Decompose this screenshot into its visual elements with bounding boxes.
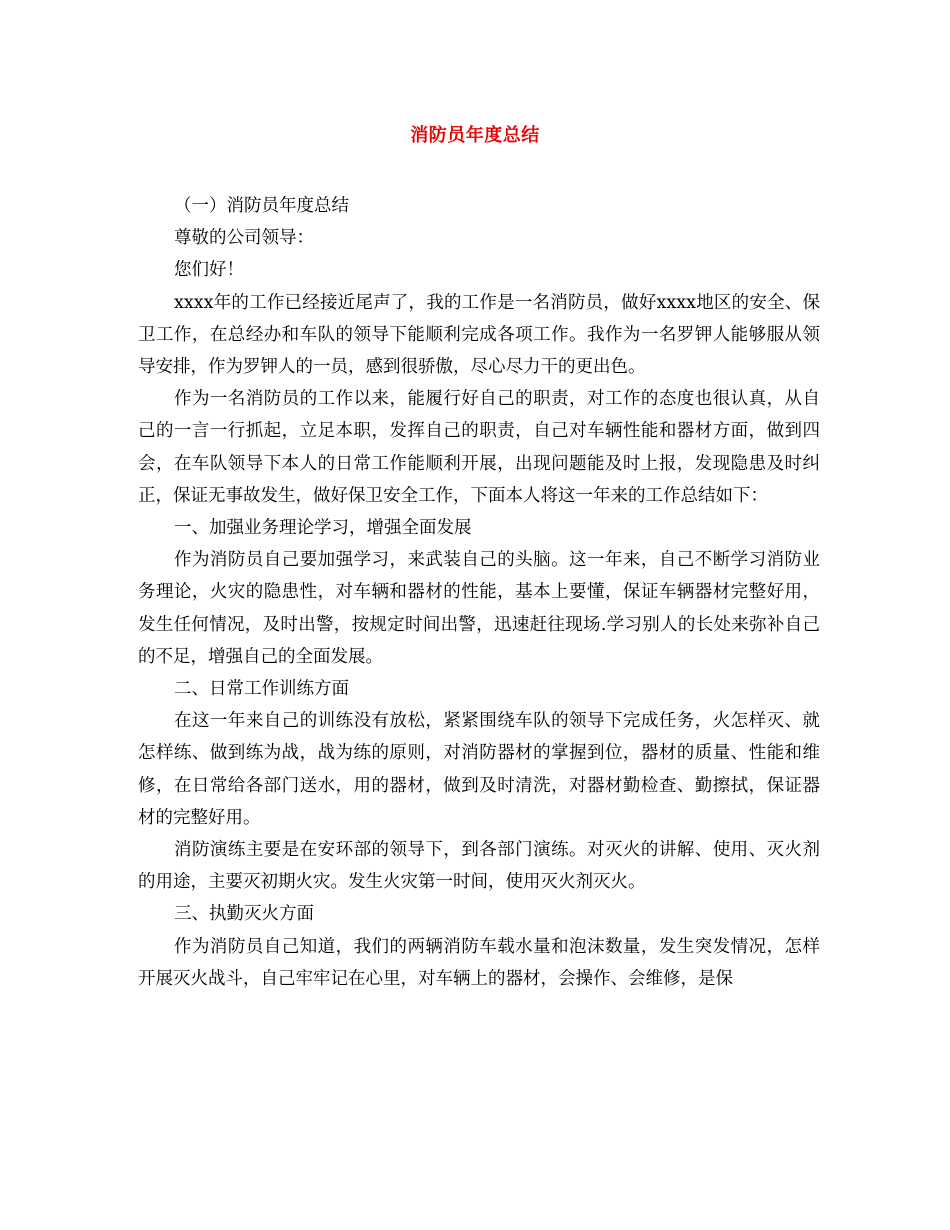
paragraph-section-heading: （一）消防员年度总结	[174, 196, 349, 216]
paragraph-drills: 消防演练主要是在安环部的领导下，到各部门演练。对灭火的讲解、使用、灭火剂的用途，主要灭初期火灾。发生火灾第一时间，使用灭火剂灭火。	[138, 840, 820, 893]
document-title: 消防员年度总结	[410, 125, 540, 146]
paragraph-study: 作为消防员自己要加强学习，来武装自己的头脑。这一年来，自己不断学习消防业务理论，火灾的隐患性，对车辆和器材的性能，基本上要懂，保证车辆器材完整好用，发生任何情况，及时出警，按规定时间出警，迅速赶往现场.学习别人的长处来弥补自己的不足，增强自己的全面发展。	[138, 550, 820, 667]
document-body	[138, 190, 820, 995]
paragraph-intro: xxxx年的工作已经接近尾声了，我的工作是一名消防员，做好xxxx地区的安全、保卫工作，在总经办和车队的领导下能顺利完成各项工作。我作为一名罗钾人能够服从领导安排，作为罗钾人的一员，感到很骄傲，尽心尽力干的更出色。	[138, 292, 820, 378]
paragraph-heading-study: 一、加强业务理论学习，增强全面发展	[174, 518, 472, 539]
paragraph-training: 在这一年来自己的训练没有放松，紧紧围绕车队的领导下完成任务，火怎样灭、就怎样练、做到练为战，战为练的原则，对消防器材的掌握到位，器材的质量、性能和维修，在日常给各部门送水，用的器材，做到及时清洗，对器材勤检查、勤擦拭，保证器材的完整好用。	[138, 711, 820, 828]
paragraph-duty: 作为消防员自己知道，我们的两辆消防车载水量和泡沫数量，发生突发情况，怎样开展灭火战斗，自己牢牢记在心里，对车辆上的器材，会操作、会维修，是保	[138, 936, 820, 989]
paragraph-duties: 作为一名消防员的工作以来，能履行好自己的职责，对工作的态度也很认真，从自己的一言一行抓起，立足本职，发挥自己的职责，自己对车辆性能和器材方面，做到四会，在车队领导下本人的日常工作能顺利开展，出现问题能及时上报，发现隐患及时纠正，保证无事故发生，做好保卫安全工作，下面本人将这一年来的工作总结如下：	[138, 389, 820, 506]
paragraph-salutation: 尊敬的公司领导：	[174, 228, 314, 249]
paragraph-greeting: 您们好！	[174, 260, 244, 281]
paragraph-heading-training: 二、日常工作训练方面	[174, 679, 349, 700]
paragraph-heading-duty: 三、执勤灭火方面	[174, 904, 314, 925]
